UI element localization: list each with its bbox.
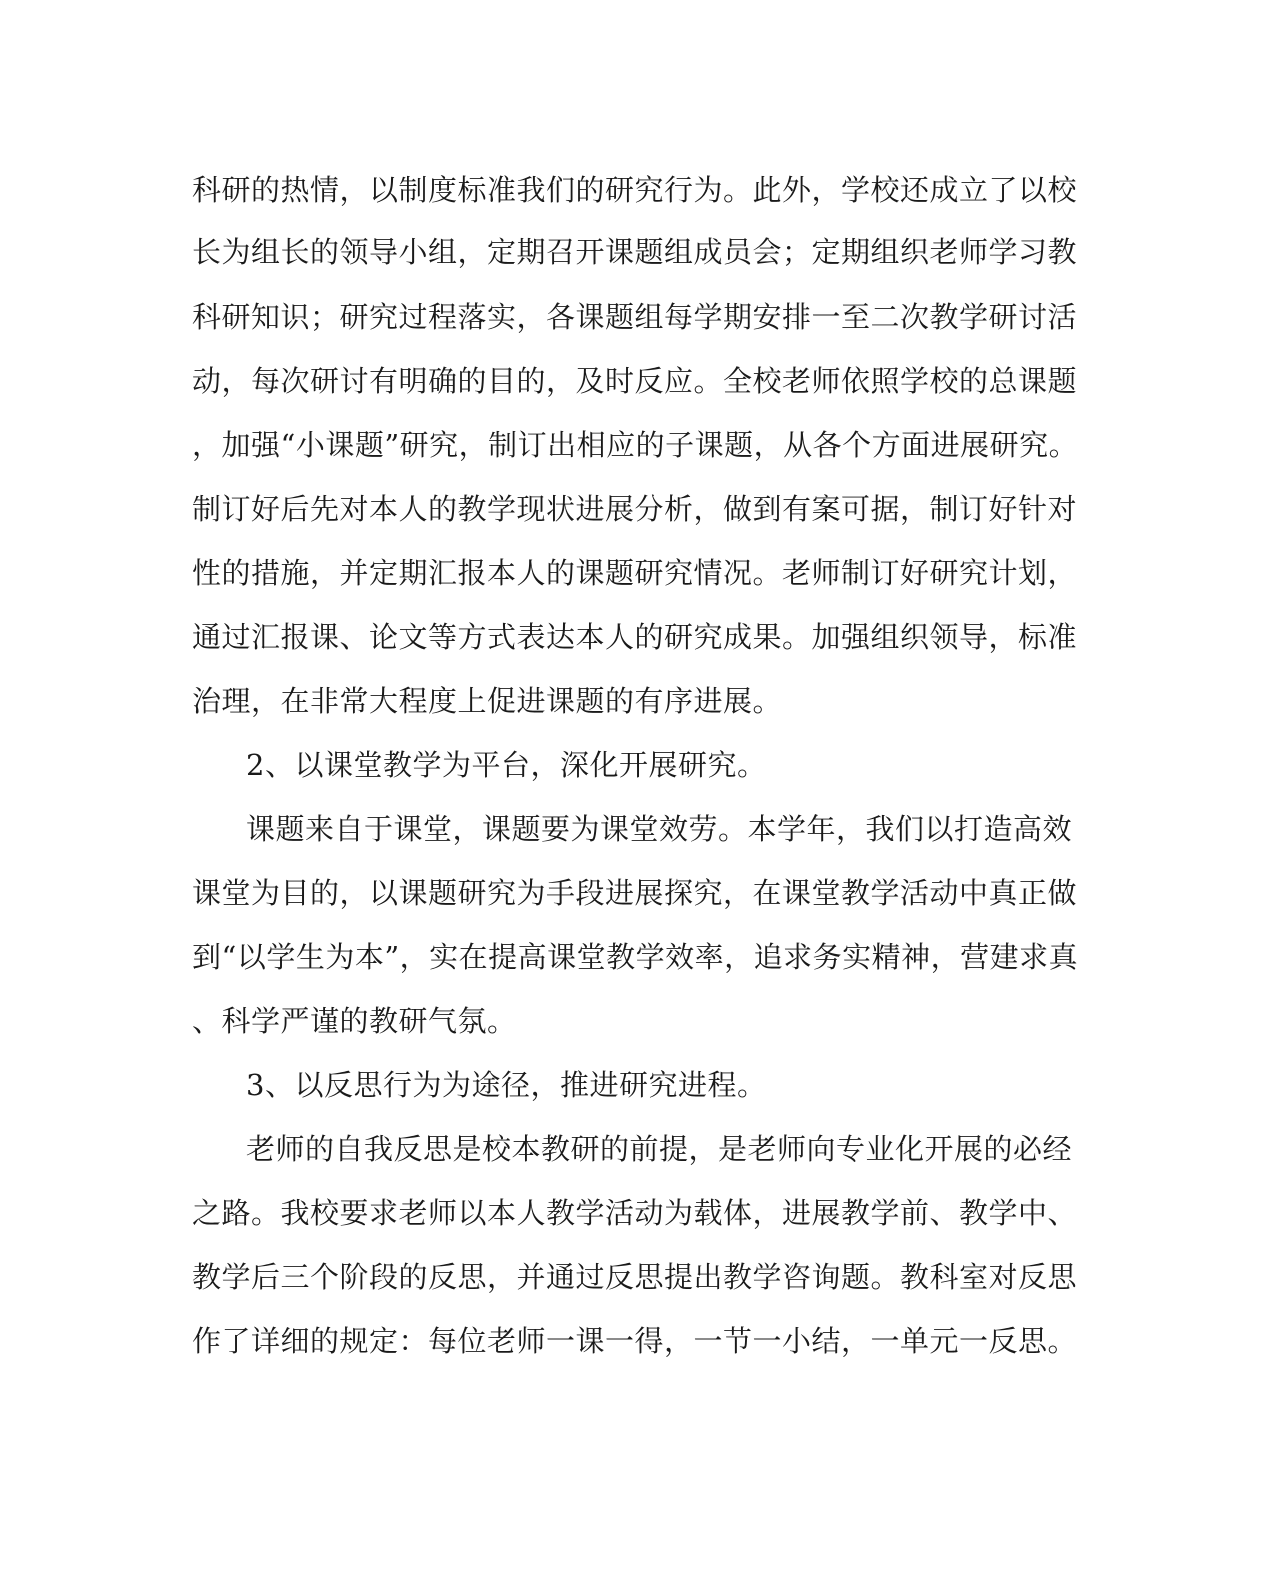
section-heading: 2、以课堂教学为平台，深化开展研究。: [246, 748, 767, 782]
paragraph-line: 制订好后先对本人的教学现状进展分析，做到有案可据，制订好针对: [192, 492, 1078, 526]
paragraph-line: 老师的自我反思是校本教研的前提，是老师向专业化开展的必经: [246, 1132, 1073, 1166]
section-heading: 3、以反思行为为途径，推进研究进程。: [246, 1068, 767, 1102]
paragraph-line: 科研知识；研究过程落实，各课题组每学期安排一至二次教学研讨活: [192, 300, 1078, 334]
paragraph-line: 到“以学生为本”，实在提高课堂教学效率，追求务实精神，营建求真: [192, 940, 1079, 974]
paragraph-line: ，加强“小课题”研究，制订出相应的子课题，从各个方面进展研究。: [192, 428, 1079, 462]
paragraph-line: 课堂为目的，以课题研究为手段进展探究，在课堂教学活动中真正做: [192, 876, 1078, 910]
paragraph-line: 科研的热情，以制度标准我们的研究行为。此外，学校还成立了以校: [192, 173, 1078, 207]
paragraph-line: 长为组长的领导小组，定期召开课题组成员会；定期组织老师学习教: [192, 235, 1078, 269]
paragraph-line: 之路。我校要求老师以本人教学活动为载体，进展教学前、教学中、: [192, 1196, 1078, 1230]
paragraph-line: 、科学严谨的教研气氛。: [192, 1004, 517, 1038]
paragraph-line: 性的措施，并定期汇报本人的课题研究情况。老师制订好研究计划，: [192, 556, 1078, 590]
paragraph-line: 课题来自于课堂，课题要为课堂效劳。本学年，我们以打造高效: [246, 812, 1073, 846]
paragraph-line: 作了详细的规定：每位老师一课一得，一节一小结，一单元一反思。: [192, 1324, 1078, 1358]
paragraph-line: 治理，在非常大程度上促进课题的有序进展。: [192, 684, 783, 718]
paragraph-line: 通过汇报课、论文等方式表达本人的研究成果。加强组织领导，标准: [192, 620, 1078, 654]
paragraph-line: 动，每次研讨有明确的目的，及时反应。全校老师依照学校的总课题: [192, 364, 1078, 398]
paragraph-line: 教学后三个阶段的反思，并通过反思提出教学咨询题。教科室对反思: [192, 1260, 1078, 1294]
